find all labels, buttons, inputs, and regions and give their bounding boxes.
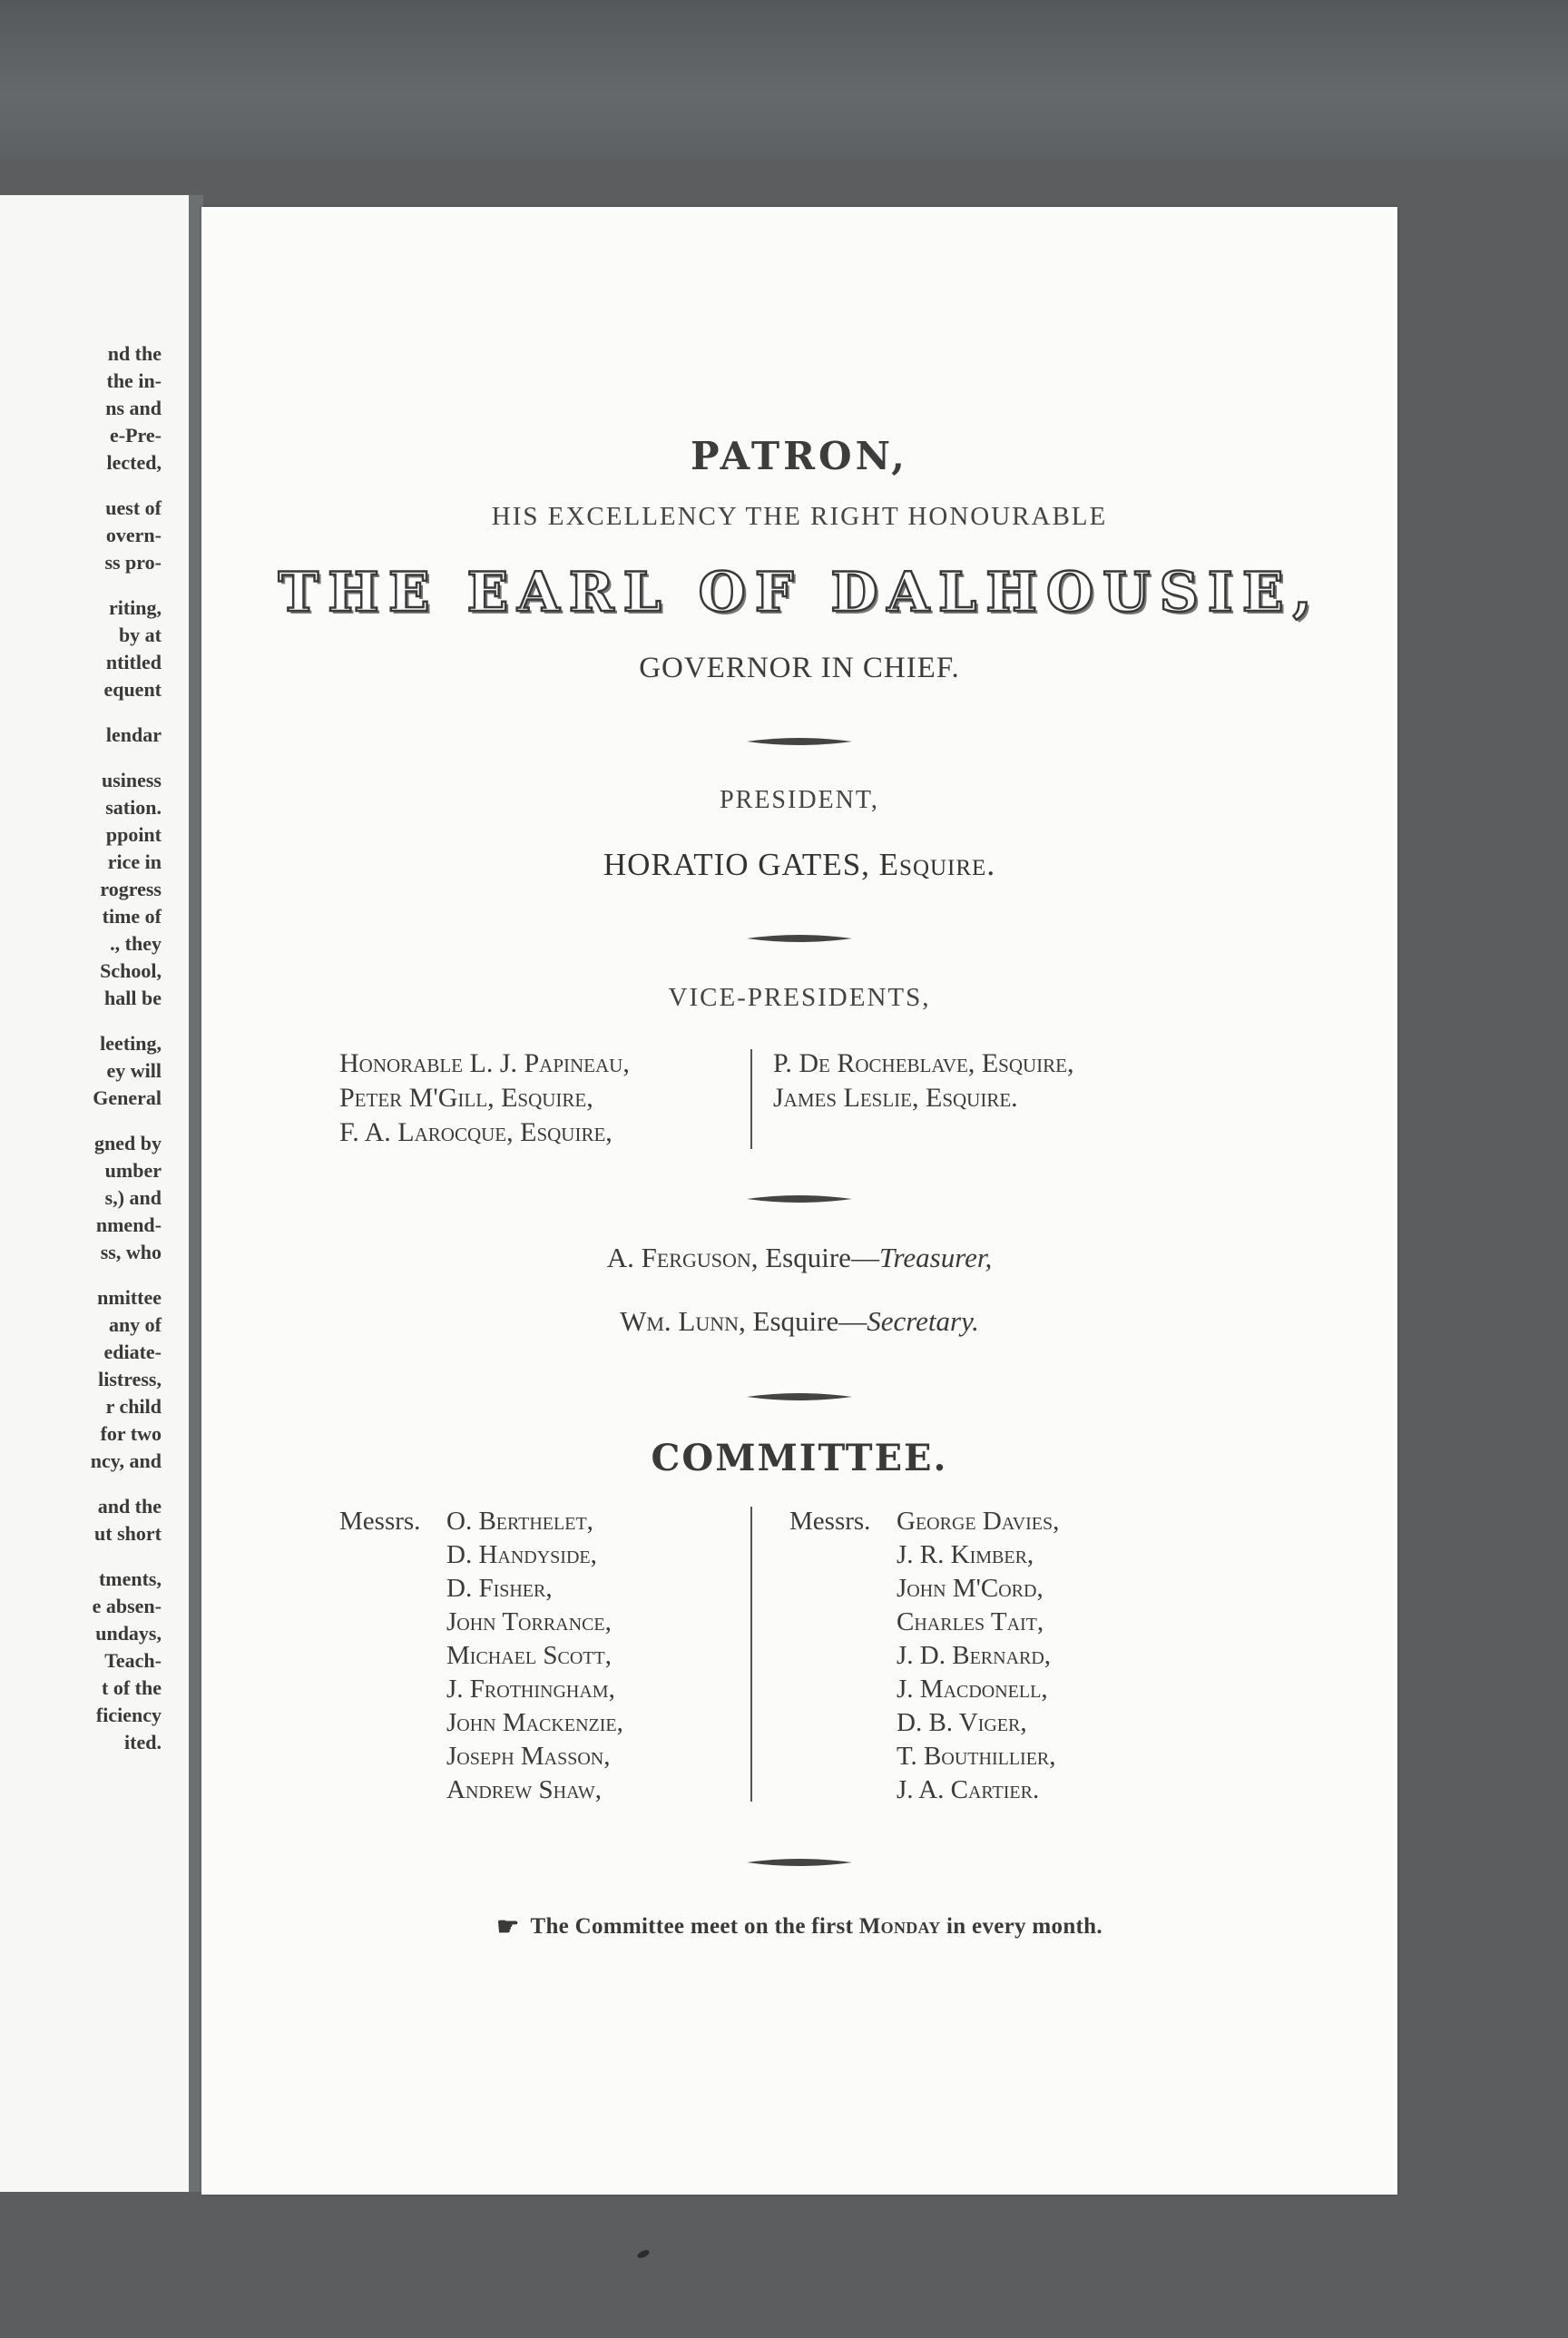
patron-heading: PATRON,: [691, 434, 908, 478]
facing-page-text-fragment: hall be: [104, 987, 162, 1009]
committee-member: John M'Cord,: [897, 1574, 1044, 1603]
committee-member: Andrew Shaw,: [446, 1775, 603, 1804]
facing-page-text-fragment: r child: [105, 1395, 162, 1418]
vice-president-name: Honorable L. J. Papineau,: [339, 1048, 630, 1078]
scan-speck: [636, 2248, 651, 2259]
committee-member: J. Macdonell,: [897, 1675, 1048, 1704]
facing-page-text-fragment: ppoint: [105, 823, 162, 846]
committee-member: Charles Tait,: [897, 1607, 1044, 1636]
facing-page-text-fragment: lected,: [106, 451, 162, 474]
ornamental-rule: [747, 933, 852, 944]
facing-page-text-fragment: equent: [103, 678, 162, 701]
committee-member: Michael Scott,: [446, 1641, 612, 1670]
meeting-note: [201, 1911, 1397, 1942]
facing-page-text-fragment: nmittee: [97, 1286, 162, 1309]
vice-presidents-heading: VICE-PRESIDENTS,: [668, 983, 931, 1012]
secretary-role: Secretary.: [867, 1305, 979, 1337]
facing-page-text-fragment: umber: [104, 1159, 162, 1182]
facing-page-text-fragment: ss, who: [100, 1241, 162, 1263]
document-page: [201, 207, 1397, 2195]
ornamental-rule: [747, 736, 852, 747]
facing-page-text-fragment: nmend-: [95, 1213, 162, 1236]
patron-office: GOVERNOR IN CHIEF.: [639, 652, 960, 684]
vice-presidents-right-column: [773, 1046, 1073, 1115]
secretary-name: Wm. Lunn,: [620, 1305, 746, 1337]
facing-page-text-fragment: ntitled: [105, 651, 162, 673]
facing-page-text-fragment: ited.: [124, 1731, 162, 1754]
secretary-line: [201, 1305, 1397, 1338]
committee-member: D. Handyside,: [446, 1540, 597, 1569]
facing-page-text-fragment: the in-: [106, 369, 162, 392]
facing-page-text-fragment: gned by: [94, 1132, 162, 1154]
note-text-before: The Committee meet on the first: [530, 1914, 859, 1939]
facing-page-text-fragment: s,) and: [104, 1186, 162, 1209]
president-heading: PRESIDENT,: [720, 786, 879, 814]
column-divider: [750, 1507, 752, 1802]
facing-page-text-fragment: e-Pre-: [110, 424, 162, 447]
vice-president-name: F. A. Larocque, Esquire,: [339, 1117, 612, 1147]
facing-page-text-fragment: ., they: [110, 932, 162, 955]
column-divider: [750, 1049, 752, 1149]
secretary-esquire: Esquire—: [745, 1305, 867, 1337]
facing-page-text-fragment: ficiency: [95, 1704, 162, 1726]
facing-page-text-fragment: lendar: [105, 723, 162, 746]
facing-page-text-fragment: by at: [118, 624, 162, 646]
facing-page-text-fragment: ut short: [94, 1522, 162, 1545]
note-day: Monday: [858, 1914, 941, 1939]
facing-page-text-fragment: ediate-: [103, 1341, 162, 1363]
facing-page-text-fragment: uest of: [105, 496, 162, 519]
committee-member: J. Frothingham,: [446, 1675, 615, 1704]
pointing-hand-icon: ☛: [496, 1913, 520, 1941]
ornamental-rule: [747, 1194, 852, 1204]
facing-page-text-fragment: any of: [108, 1313, 162, 1336]
treasurer-esquire: Esquire—: [758, 1242, 879, 1273]
vice-president-name: P. De Rocheblave, Esquire,: [773, 1048, 1074, 1078]
committee-member: Joseph Masson,: [446, 1742, 611, 1771]
facing-page-text-fragment: School,: [100, 959, 162, 982]
committee-member: D. B. Viger,: [897, 1708, 1027, 1737]
facing-page-text-fragment: Teach-: [104, 1649, 162, 1672]
note-text-after: in every month.: [940, 1914, 1102, 1939]
facing-page-text-fragment: ss pro-: [104, 551, 162, 574]
facing-page-text-fragment: e absen-: [92, 1595, 162, 1617]
facing-page-text-fragment: t of the: [102, 1676, 162, 1699]
facing-page-text-fragment: ey will: [106, 1059, 162, 1082]
committee-member: J. A. Cartier.: [897, 1775, 1040, 1804]
ornamental-rule: [747, 1857, 852, 1868]
vice-president-name: Peter M'Gill, Esquire,: [339, 1083, 593, 1113]
facing-page-text-fragment: listress,: [98, 1368, 162, 1390]
scanner-background: [0, 0, 1568, 159]
facing-page-text-fragment: rice in: [107, 850, 162, 873]
facing-page-text-fragment: rogress: [100, 878, 162, 900]
patron-name: THE EARL OF DALHOUSIE,: [278, 561, 1321, 624]
facing-page-text-fragment: tments,: [98, 1567, 162, 1590]
vice-president-name: James Leslie, Esquire.: [773, 1083, 1018, 1113]
committee-member: George Davies,: [897, 1507, 1060, 1536]
facing-page-text-fragment: and the: [97, 1495, 162, 1518]
treasurer-line: [201, 1242, 1397, 1274]
facing-page-text-fragment: ncy, and: [90, 1449, 162, 1472]
committee-member: John Torrance,: [446, 1607, 612, 1636]
treasurer-role: Treasurer,: [878, 1242, 993, 1273]
facing-page-text-fragment: undays,: [95, 1622, 162, 1645]
treasurer-name: A. Ferguson,: [606, 1242, 759, 1273]
committee-member: O. Berthelet,: [446, 1507, 593, 1536]
patron-title-line: HIS EXCELLENCY THE RIGHT HONOURABLE: [491, 502, 1108, 531]
messrs-label: Messrs.: [789, 1507, 871, 1536]
committee-names-left: [446, 1505, 623, 1807]
committee-heading: COMMITTEE.: [651, 1437, 948, 1479]
committee-names-right: [897, 1505, 1059, 1807]
ornamental-rule: [747, 1391, 852, 1402]
president-name: HORATIO GATES,: [603, 847, 870, 882]
facing-page-text-fragment: usiness: [101, 769, 162, 791]
facing-page-text-fragment: sation.: [105, 796, 162, 819]
facing-page-text-fragment: overn-: [105, 524, 162, 546]
facing-page-text-fragment: for two: [100, 1422, 162, 1445]
committee-member: D. Fisher,: [446, 1574, 553, 1603]
facing-page-text-fragment: ns and: [105, 397, 162, 419]
committee-member: T. Bouthillier,: [897, 1742, 1056, 1771]
facing-page: [0, 195, 189, 2192]
facing-page-text-fragment: leeting,: [100, 1032, 162, 1055]
facing-page-text-fragment: time of: [102, 905, 162, 928]
messrs-label: Messrs.: [339, 1507, 421, 1536]
president-line: [201, 847, 1397, 883]
facing-page-text-fragment: riting,: [108, 596, 162, 619]
committee-member: John Mackenzie,: [446, 1708, 623, 1737]
committee-member: J. D. Bernard,: [897, 1641, 1052, 1670]
president-suffix: Esquire.: [878, 847, 996, 882]
committee-member: J. R. Kimber,: [897, 1540, 1034, 1569]
facing-page-text-fragment: General: [93, 1086, 162, 1109]
vice-presidents-left-column: [339, 1046, 630, 1150]
facing-page-text-fragment: nd the: [107, 342, 162, 365]
